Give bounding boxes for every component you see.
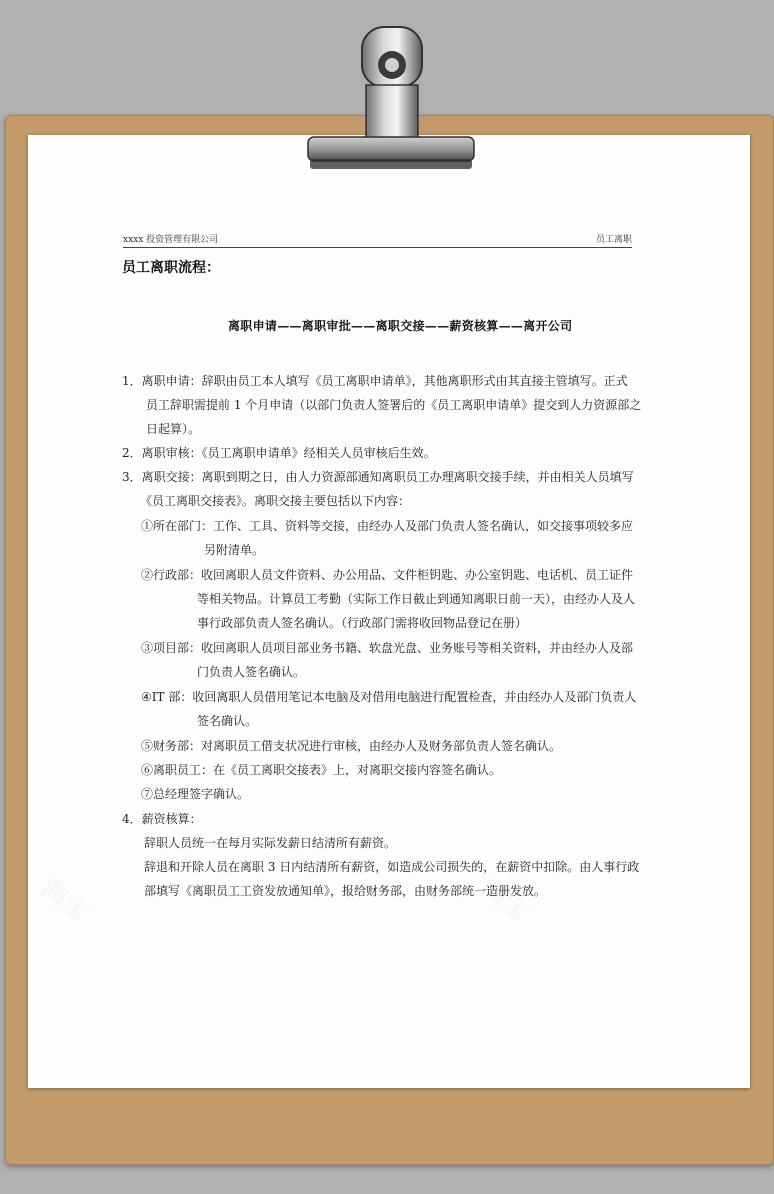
step4-line: 部填写《离职员工工资发放通知单》，报给财务部，由财务部统一造册发放。 (144, 884, 547, 898)
dept-item: 签名确认。 (197, 714, 258, 728)
page-title: 员工离职流程： (122, 260, 220, 276)
dept-item: ⑥离职员工：在《员工离职交接表》上，对离职交接内容签名确认。 (141, 763, 502, 777)
process-flow: 离职申请——离职审批——离职交接——薪资核算——离开公司 (228, 319, 573, 333)
step1-line: 1．离职申请：辞职由员工本人填写《员工离职申请单》，其他离职形式由其直接主管填写。正式 (122, 374, 628, 388)
dept-item: ②行政部：收回离职人员文件资料、办公用品、文件柜钥匙、办公室钥匙、电话机、员工证件 (141, 568, 634, 582)
dept-item: ⑤财务部：对离职员工借支状况进行审核，由经办人及财务部负责人签名确认。 (141, 739, 562, 753)
step1-line: 员工辞职需提前 1 个月申请（以部门负责人签署后的《员工离职申请单》提交到人力资源部之 (146, 398, 642, 412)
dept-item: 另附清单。 (204, 543, 265, 557)
dept-item: ③项目部：收回离职人员项目部业务书籍、软盘光盘、业务账号等相关资料，并由经办人及部 (141, 641, 634, 655)
dept-item: 事行政部负责人签名确认。（行政部门需将收回物品登记在册） (197, 616, 528, 630)
header-doc-tag: 员工离职 (595, 235, 632, 245)
dept-item: 等相关物品。计算员工考勤（实际工作日截止到通知离职日前一天），由经办人及人 (197, 592, 636, 606)
dept-item: ⑦总经理签字确认。 (141, 787, 250, 801)
step4-line: 辞退和开除人员在离职 3 日内结清所有薪资，如造成公司损失的，在薪资中扣除。由人事行政 (144, 860, 640, 874)
dept-item: ①所在部门：工作、工具、资料等交接，由经办人及部门负责人签名确认，如交接事项较多应 (141, 519, 634, 533)
step2-line: 2．离职审核：《员工离职申请单》经相关人员审核后生效。 (122, 446, 436, 460)
step4-line: 4．薪资核算： (122, 812, 202, 826)
header-company: xxxx 投资管理有限公司 (123, 235, 219, 245)
step1-line: 日起算）。 (146, 422, 201, 436)
binder-clip-icon (300, 25, 480, 175)
step3-line: 3．离职交接：离职到期之日，由人力资源部通知离职员工办理离职交接手续，并由相关人员填写 (122, 470, 634, 484)
step4-line: 辞职人员统一在每月实际发薪日结清所有薪资。 (144, 836, 397, 850)
document-paper (28, 135, 750, 1088)
dept-item: 门负责人签名确认。 (197, 665, 306, 679)
step3-line: 《员工离职交接表》。离职交接主要包括以下内容： (140, 494, 411, 508)
dept-item: ④IT 部：收回离职人员借用笔记本电脑及对借用电脑进行配置检查，并由经办人及部门负责人 (141, 690, 637, 704)
page-header (123, 235, 632, 248)
